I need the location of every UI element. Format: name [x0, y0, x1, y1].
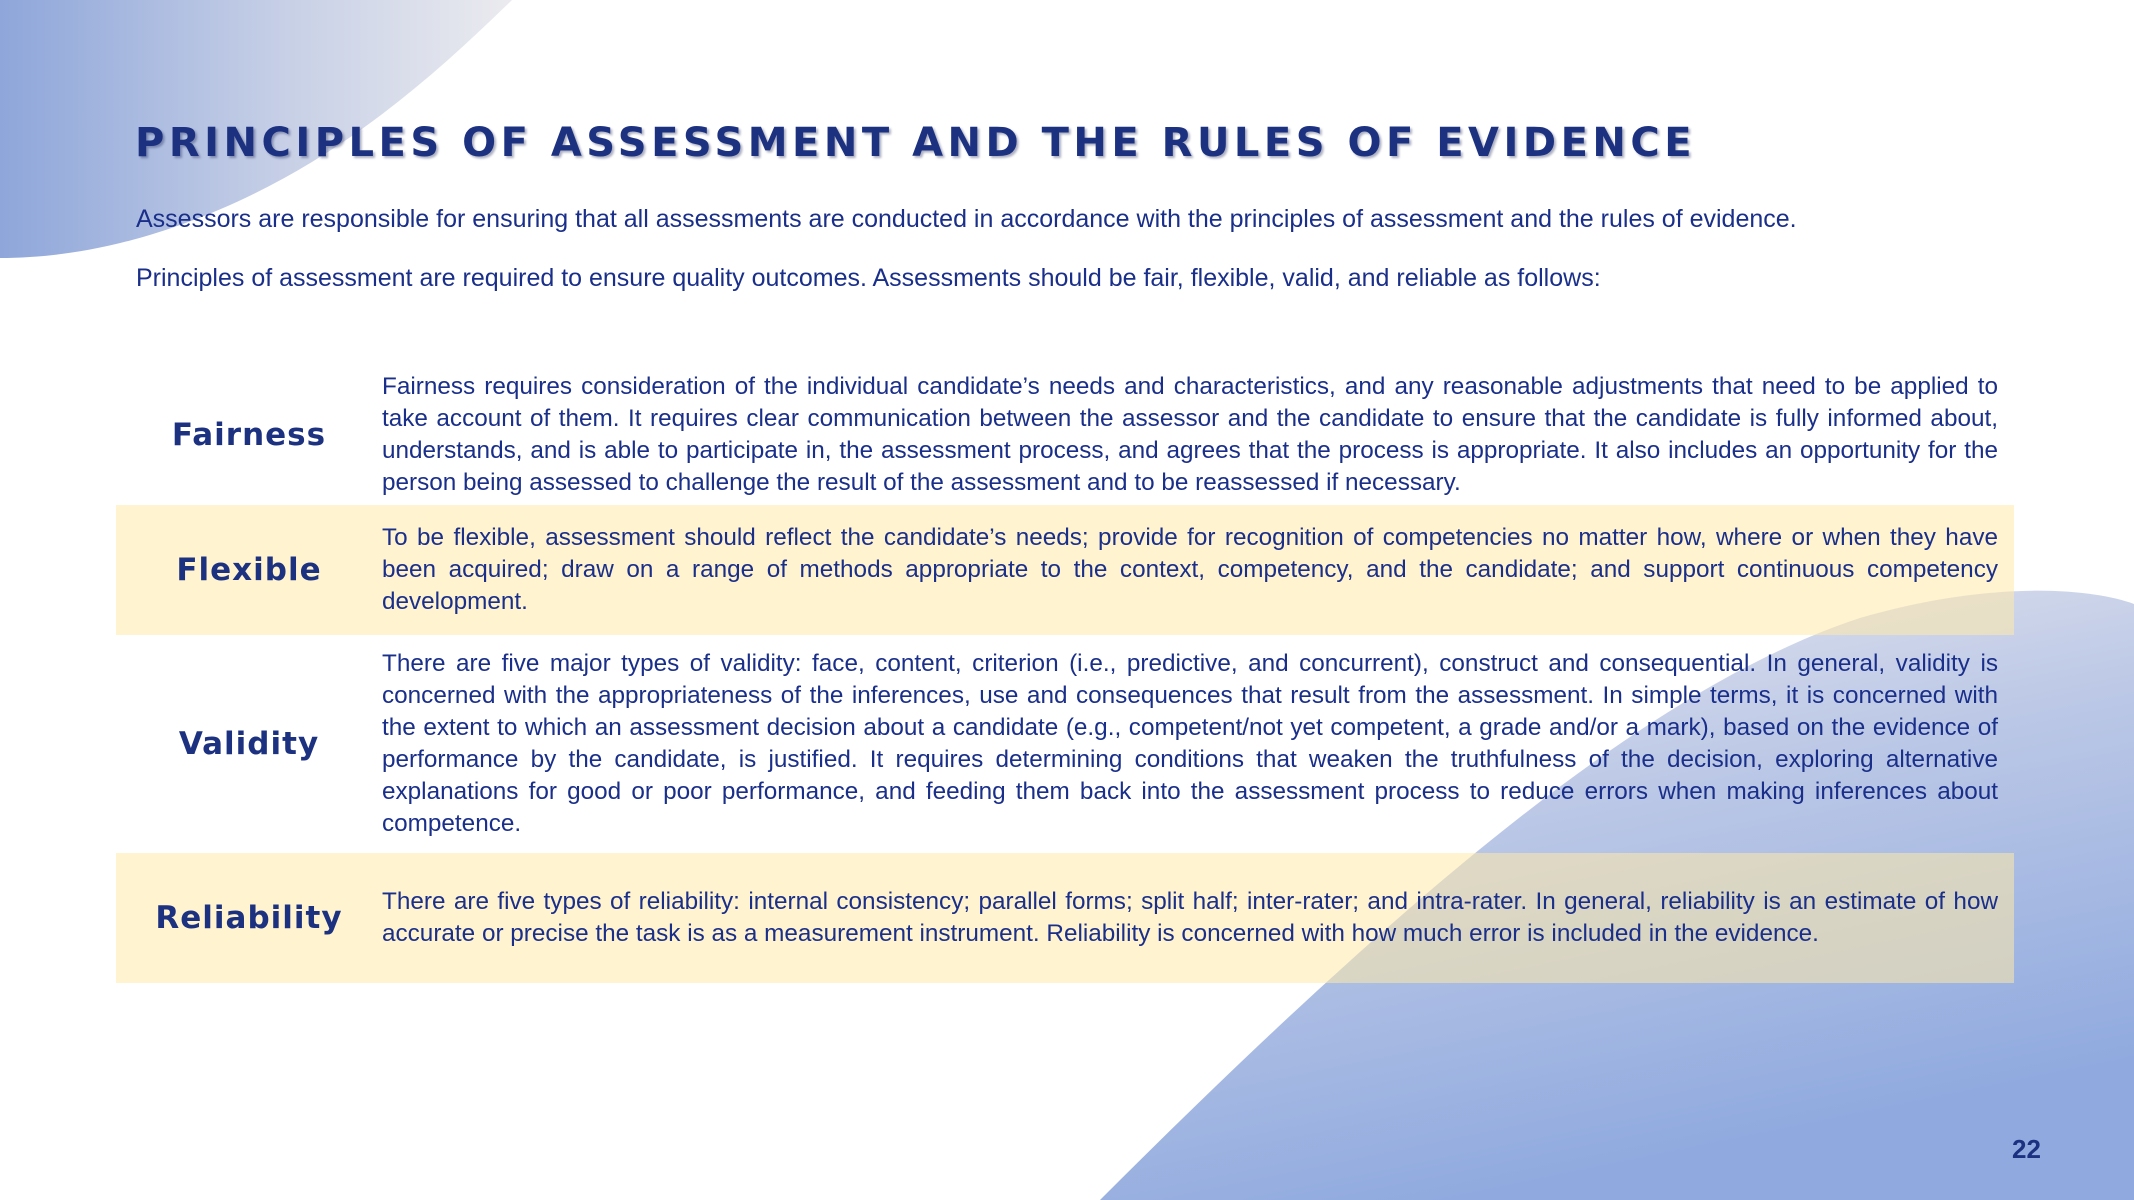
principle-description: Fairness requires consideration of the individual candidate’s needs and characteristics, and any reasonable adjustments that need to be applied to take account of them. It requires clear communication between the assessor and the candidate to ensure that the candidate is fully informed about, understands, and is able to participate in, the assessment process, and agrees that the process is appropriate. It also includes an opportunity for the person being assessed to challenge the result of the assessment and to be reassessed if necessary. — [382, 373, 1998, 496]
intro-paragraph-principles: Principles of assessment are required to ensure quality outcomes. Assessments should be fair, flexible, valid, and reliable as follows: — [136, 264, 1601, 292]
principle-label: Validity — [178, 726, 320, 762]
principle-description: To be flexible, assessment should reflect the candidate’s needs; provide for recognition of competencies no matter how, where or when they have been acquired; draw on a range of methods appropriate to the context, competency, and the candidate; and support continuous competency development. — [382, 524, 1998, 615]
principle-row-validity — [116, 635, 2014, 853]
intro-paragraph-responsibility: Assessors are responsible for ensuring that all assessments are conducted in accordance with the principles of assessment and the rules of evidence. — [136, 205, 1797, 233]
principle-label: Fairness — [171, 417, 327, 453]
principle-row-flexible — [116, 505, 2014, 635]
principle-label: Reliability — [155, 900, 343, 936]
principle-row-fairness — [116, 365, 2014, 505]
principle-description: There are five types of reliability: internal consistency; parallel forms; split half; inter-rater; and intra-rater. In general, reliability is an estimate of how accurate or precise the task is as a measurement instrument. Reliability is concerned with how much error is included in the evidence. — [382, 888, 1998, 947]
principle-description: There are five major types of validity: face, content, criterion (i.e., predictive, and concurrent), construct and consequential. In general, validity is concerned with the appropriateness of the inferences, use and consequences that result from the assessment. In simple terms, it is concerned with the extent to which an assessment decision about a candidate (e.g., competent/not yet competent, a grade and/or a mark), based on the evidence of performance by the candidate, is justified. It requires determining conditions that weaken the truthfulness of the decision, exploring alternative explanations for good or poor performance, and feeding them back into the assessment process to reduce errors when making inferences about competence. — [382, 650, 1998, 837]
principles-table — [116, 365, 2014, 983]
principle-label: Flexible — [176, 552, 322, 588]
page-title: PRINCIPLES OF ASSESSMENT AND THE RULES OF EVIDENCE — [135, 120, 1697, 166]
page-number: 22 — [2012, 1134, 2041, 1164]
principle-row-reliability — [116, 853, 2014, 983]
